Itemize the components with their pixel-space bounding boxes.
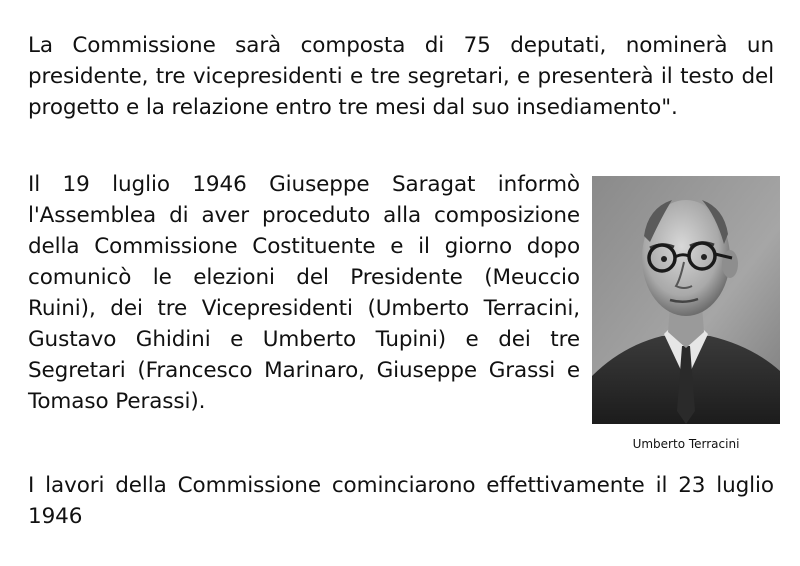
paragraph-saragat-announcement: Il 19 luglio 1946 Giuseppe Saragat informò l'Assemblea di aver proceduto alla composizione della Commissione Costituente e il giorno dopo comunicò le elezioni del Presidente (Meuccio Ruini), dei tre Vicepresidenti (Umberto Terracini, Gustavo Ghidini e Umberto Tupini) e dei tre Segretari (Francesco Marinaro, Giuseppe Grassi e Tomaso Perassi). [28,172,580,414]
paragraph-commission-start: I lavori della Commissione cominciarono effettivamente il 23 luglio 1946 [28,473,774,529]
paragraph-commission-composition: La Commissione sarà composta di 75 deputati, nominerà un presidente, tre vicepresidenti e tre segretari, e presenterà il testo del progetto e la relazione entro tre mesi dal suo insediamento". [28,33,774,120]
portrait-photo [592,176,780,424]
portrait-illustration [592,176,780,424]
photo-caption: Umberto Terracini [632,437,740,451]
